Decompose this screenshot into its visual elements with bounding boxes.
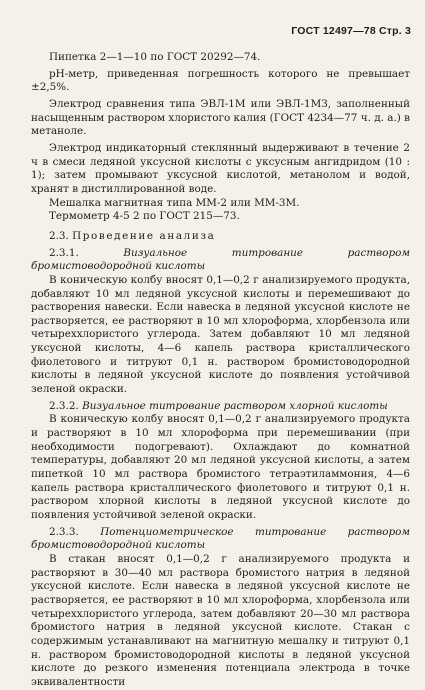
item-stirrer: Мешалка магнитная типа ММ-2 или ММ-3М. [49,196,300,209]
subsection-title: Потенциометрическое титрование раствором бромистоводородной кислоты [31,525,410,552]
document-body [31,51,410,690]
subsection-heading-2-3-2 [31,400,410,414]
paragraph-2-3-2: В коническую колбу вносят 0,1—0,2 г анализируемого продукта и растворяют в 10 мл хлороформа при перемешивании (при необходимости подогревают). Охлаждают до комнатной температуры, добавляют 20 мл ледяной уксусной кислоты, а затем пипеткой 10 мл раствора бромистого тетраэтиламмония, 4—6 капель раствора кристаллического фиолетового и титруют 0,1 н. раствором хлорной кислоты в ледяной уксусной кислоте до появления устойчивой зеленой окраски. [31,413,410,521]
subsection-number: 2.3.1. [49,246,79,259]
subsection-title: Визуальное титрование раствором бромистоводородной кислоты [31,246,411,273]
item-pipette: Пипетка 2—1—10 по ГОСТ 20292—74. [49,51,261,63]
subsection-title: Визуальное титрование раствором хлорной кислоты [82,399,388,412]
item-indicator-electrode: Электрод индикаторный стеклянный выдерживают в течение 2 ч в смеси ледяной уксусной кислоты с уксусным ангидридом (10 : 1); затем промывают уксусной кислотой, метанолом и водой, хранят в дистиллированной воде. [31,141,410,195]
section-title: Проведение анализа [72,229,216,242]
subsection-heading-2-3-1 [31,247,410,274]
subsection-number: 2.3.3. [49,525,79,538]
item-thermometer: Термометр 4-5 2 по ГОСТ 215—73. [49,210,240,223]
paragraph-2-3-1: В коническую колбу вносят 0,1—0,2 г анализируемого продукта, добавляют 10 мл ледяной уксусной кислоты и перемешивают до растворения навески. Если навеска в ледяной уксусной кислоте не растворяется, ее растворяют в 10 мл хлороформа, хлорбензола или четыреххлористого углерода. Затем добавляют 10 мл ледяной уксусной кислоты, 4—6 капель раствора кристаллического фиолетового и титруют 0,1 н. раствором бромистоводородной кислоты в ледяной уксусной кислоте до появления устойчивой зеленой окраски. [31,273,410,396]
subsection-heading-2-3-3 [31,526,410,553]
section-heading-2-3 [31,230,410,244]
item-reference-electrode: Электрод сравнения типа ЭВЛ-1М или ЭВЛ-1МЗ, заполненный насыщенным раствором хлористого калия (ГОСТ 4234—77 ч. д. а.) в метаноле. [31,97,410,138]
page-header: ГОСТ 12497—78 Стр. 3 [291,25,411,37]
subsection-number: 2.3.2. [49,399,79,412]
item-ph-meter: рН-метр, приведенная погрешность которого не превышает ±2,5%. [31,67,410,94]
section-number: 2.3. [49,229,69,242]
paragraph-2-3-3: В стакан вносят 0,1—0,2 г анализируемого продукта и растворяют в 30—40 мл раствора бромистого натрия в ледяной уксусной кислоте. Если навеска в ледяной уксусной кислоте не растворяется, ее растворяют в 10 мл хлороформа, хлорбензола или четыреххлористого углерода, затем добавляют 20—30 мл раствора бромистого натрия в ледяной уксусной кислоте. Стакан с содержимым устанавливают на магнитную мешалку и титруют 0,1 н. раствором бромистоводородной кислоты в ледяной уксусной кислоте до резкого изменения потенциала электрода в точке эквивалентности [31,552,410,688]
